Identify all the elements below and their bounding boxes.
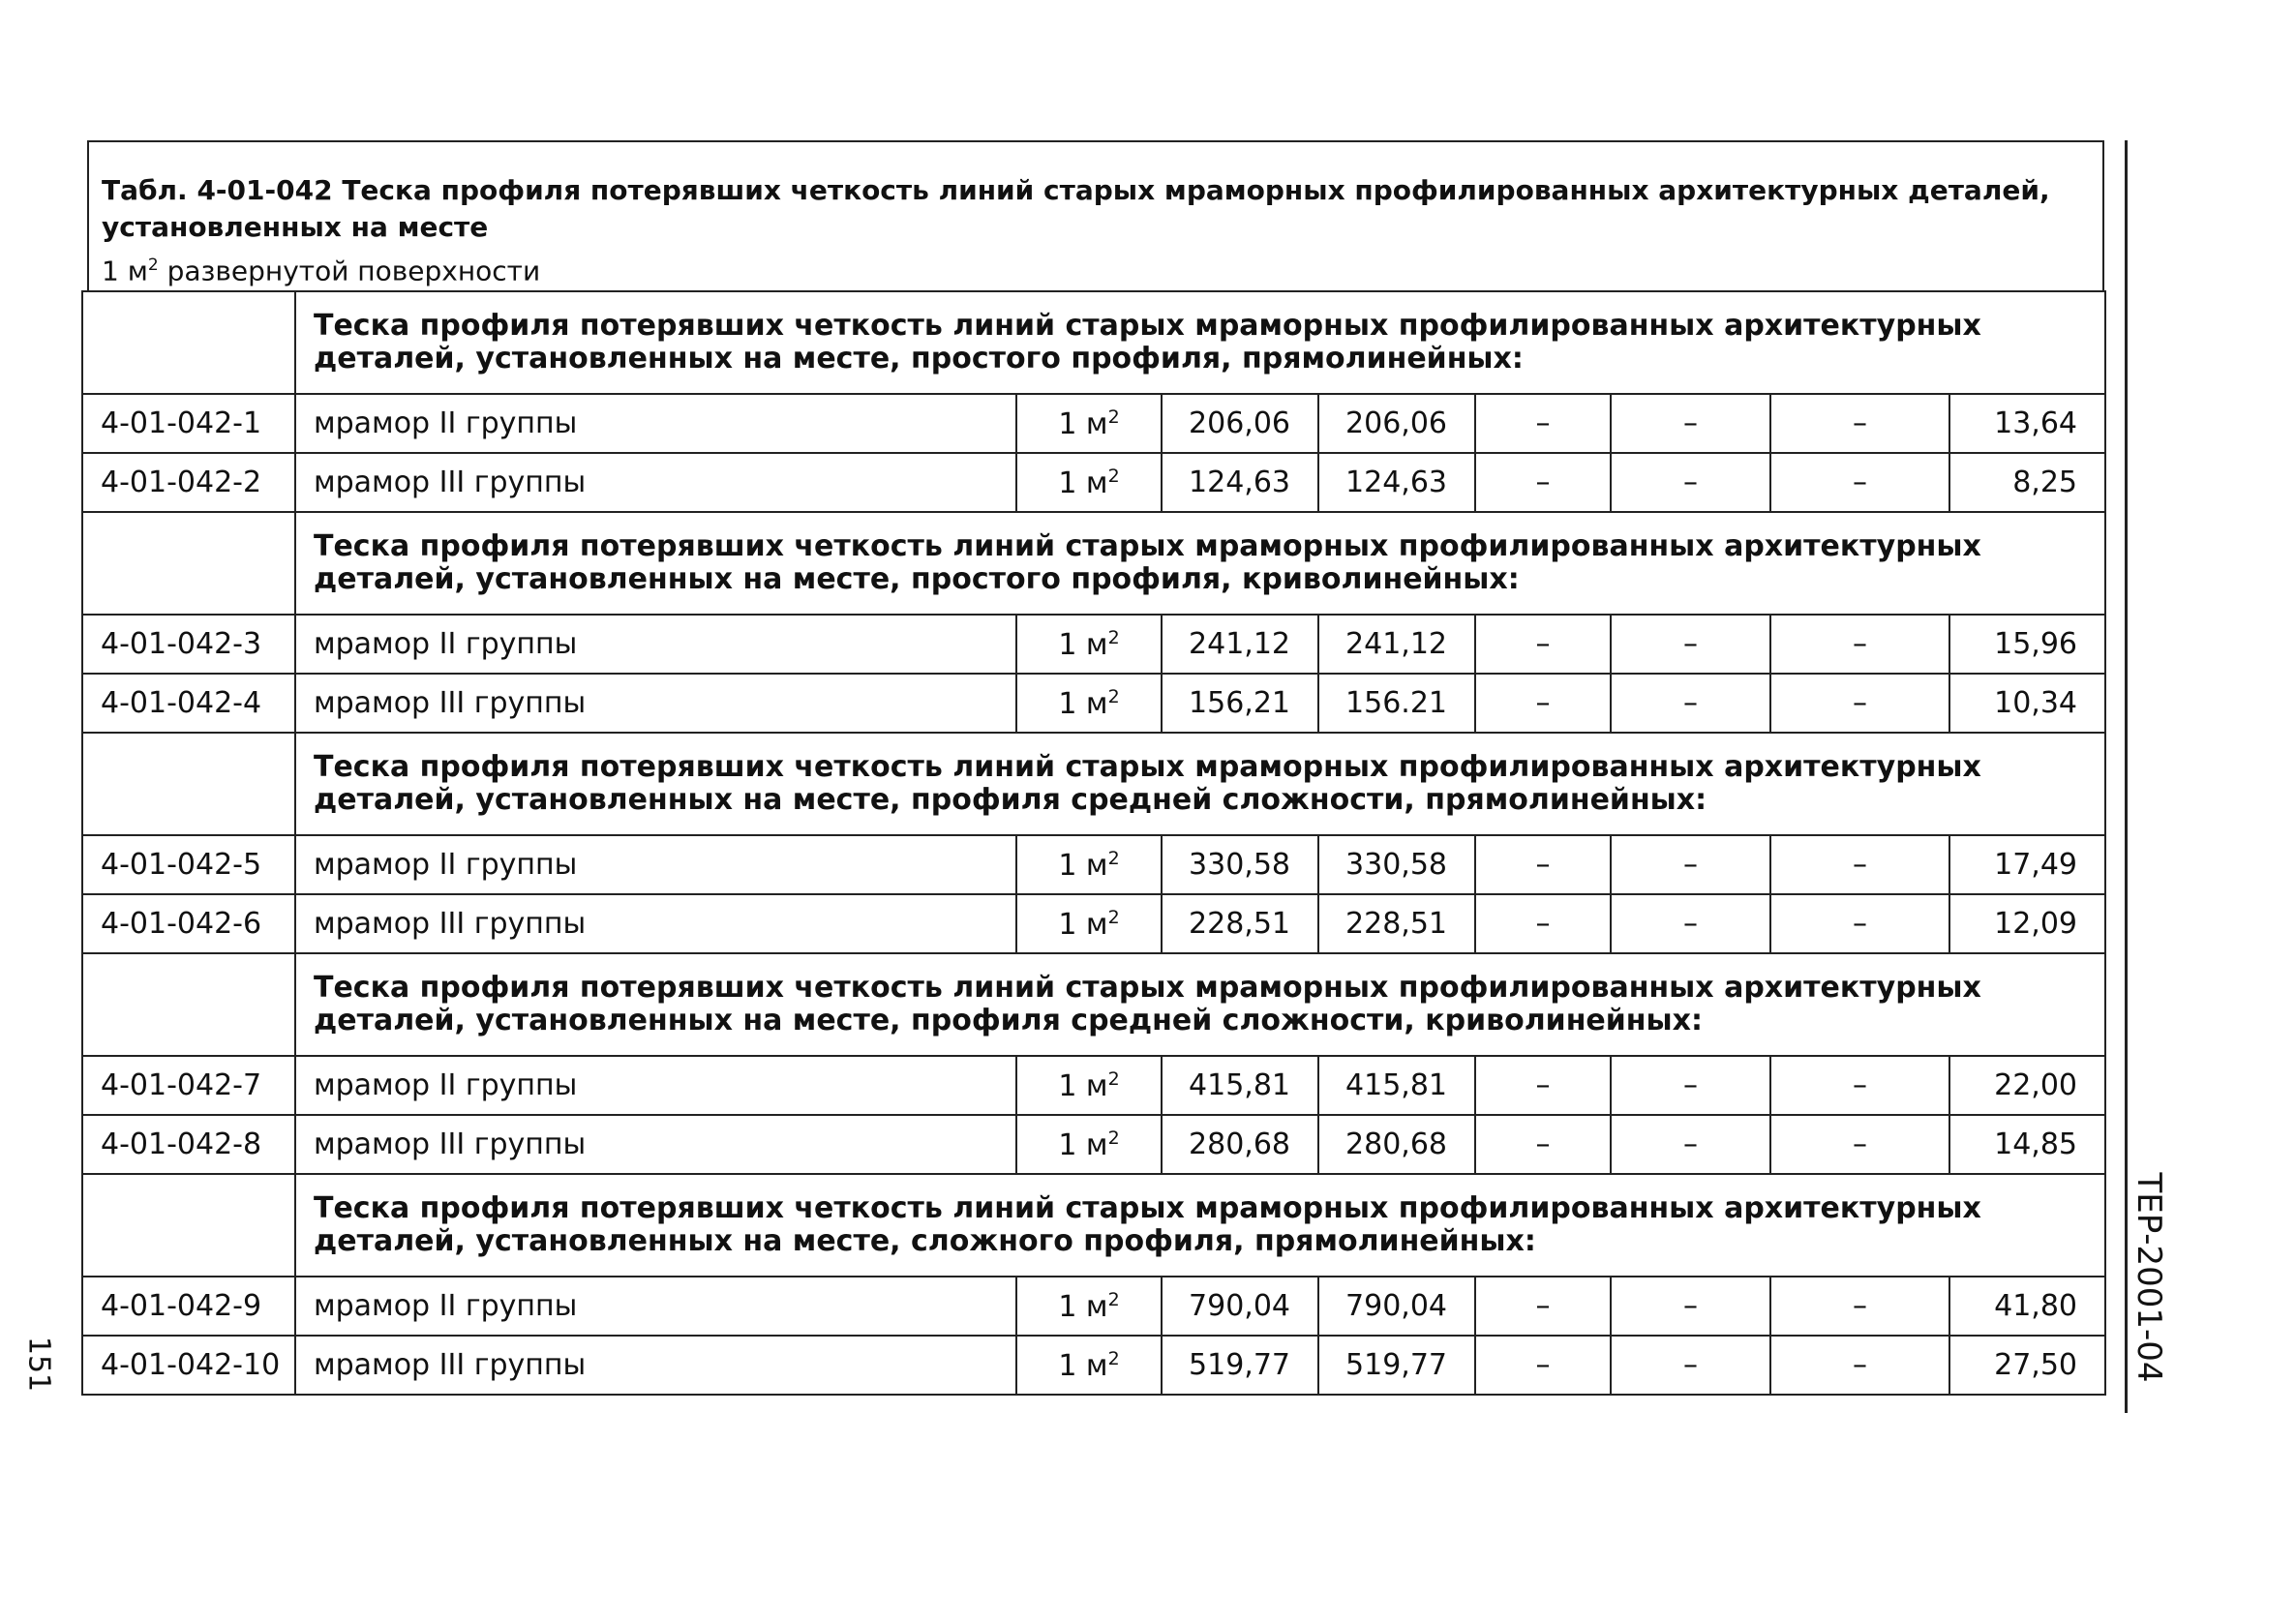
materials-cost: – — [1770, 1336, 1949, 1395]
materials-cost: – — [1770, 1056, 1949, 1115]
operator-wage: – — [1611, 453, 1770, 512]
materials-cost: – — [1770, 394, 1949, 453]
unit-cell — [1016, 1056, 1162, 1115]
wage-cost: 330,58 — [1318, 835, 1475, 894]
labor-hours: 8,25 — [1949, 453, 2105, 512]
unit-suffix: развернутой поверхности — [158, 255, 541, 287]
table-row — [82, 615, 2105, 674]
unit-base: 1 м — [1058, 1127, 1108, 1162]
unit-base: 1 м — [1058, 1068, 1108, 1103]
labor-hours: 41,80 — [1949, 1277, 2105, 1336]
labor-hours: 14,85 — [1949, 1115, 2105, 1174]
machine-cost: – — [1475, 1056, 1611, 1115]
operator-wage: – — [1611, 1115, 1770, 1174]
operator-wage: – — [1611, 1277, 1770, 1336]
wage-cost: 519,77 — [1318, 1336, 1475, 1395]
item-name: мрамор II группы — [295, 835, 1016, 894]
wage-cost: 415,81 — [1318, 1056, 1475, 1115]
operator-wage: – — [1611, 674, 1770, 733]
machine-cost: – — [1475, 615, 1611, 674]
document-code: ТЕР-2001-04 — [2130, 1172, 2168, 1383]
unit-exponent: 2 — [1107, 847, 1120, 869]
wage-cost: 790,04 — [1318, 1277, 1475, 1336]
item-code: 4-01-042-6 — [82, 894, 295, 953]
labor-hours: 12,09 — [1949, 894, 2105, 953]
unit-cell — [1016, 1115, 1162, 1174]
item-name: мрамор II группы — [295, 1056, 1016, 1115]
page-number: 151 — [21, 1336, 56, 1393]
item-name: мрамор III группы — [295, 894, 1016, 953]
group-code-cell — [82, 291, 295, 394]
direct-cost: 241,12 — [1162, 615, 1318, 674]
table-row — [82, 1277, 2105, 1336]
operator-wage: – — [1611, 615, 1770, 674]
machine-cost: – — [1475, 835, 1611, 894]
item-code: 4-01-042-10 — [82, 1336, 295, 1395]
machine-cost: – — [1475, 894, 1611, 953]
group-header-row — [82, 1174, 2105, 1277]
direct-cost: 790,04 — [1162, 1277, 1318, 1336]
direct-cost: 156,21 — [1162, 674, 1318, 733]
direct-cost: 519,77 — [1162, 1336, 1318, 1395]
unit-cell — [1016, 894, 1162, 953]
unit-exponent: 2 — [1107, 1288, 1120, 1310]
unit-base: 1 м — [1058, 466, 1108, 500]
direct-cost: 228,51 — [1162, 894, 1318, 953]
unit-superscript: 2 — [147, 255, 159, 275]
unit-exponent: 2 — [1107, 1127, 1120, 1149]
table-row — [82, 453, 2105, 512]
unit-base: 1 м — [1058, 848, 1108, 883]
group-header-row — [82, 733, 2105, 835]
unit-exponent: 2 — [1107, 406, 1120, 428]
margin-rule — [2125, 140, 2128, 1413]
group-code-cell — [82, 733, 295, 835]
item-code: 4-01-042-1 — [82, 394, 295, 453]
wage-cost: 241,12 — [1318, 615, 1475, 674]
operator-wage: – — [1611, 1336, 1770, 1395]
materials-cost: – — [1770, 1277, 1949, 1336]
group-header-row — [82, 953, 2105, 1056]
item-name: мрамор III группы — [295, 674, 1016, 733]
unit-exponent: 2 — [1107, 1347, 1120, 1369]
materials-cost: – — [1770, 615, 1949, 674]
price-table — [81, 290, 2106, 1396]
group-code-cell — [82, 953, 295, 1056]
item-code: 4-01-042-3 — [82, 615, 295, 674]
direct-cost: 124,63 — [1162, 453, 1318, 512]
unit-cell — [1016, 394, 1162, 453]
machine-cost: – — [1475, 453, 1611, 512]
wage-cost: 124,63 — [1318, 453, 1475, 512]
unit-cell — [1016, 615, 1162, 674]
materials-cost: – — [1770, 674, 1949, 733]
unit-base: 1 м — [1058, 1348, 1108, 1383]
group-header-row — [82, 512, 2105, 615]
item-code: 4-01-042-9 — [82, 1277, 295, 1336]
unit-cell — [1016, 674, 1162, 733]
operator-wage: – — [1611, 394, 1770, 453]
unit-base: 1 м — [1058, 1289, 1108, 1324]
item-code: 4-01-042-2 — [82, 453, 295, 512]
unit-exponent: 2 — [1107, 685, 1120, 707]
item-name: мрамор II группы — [295, 1277, 1016, 1336]
item-name: мрамор III группы — [295, 453, 1016, 512]
group-title: Теска профиля потерявших четкость линий старых мраморных профилированных архитектурных деталей, установленных на месте, профиля средней сложности, прямолинейных: — [295, 733, 2105, 835]
machine-cost: – — [1475, 1115, 1611, 1174]
unit-exponent: 2 — [1107, 465, 1120, 487]
table-body — [82, 291, 2105, 1395]
machine-cost: – — [1475, 1336, 1611, 1395]
group-title: Теска профиля потерявших четкость линий старых мраморных профилированных архитектурных деталей, установленных на месте, простого профиля, прямолинейных: — [295, 291, 2105, 394]
table-row — [82, 835, 2105, 894]
group-code-cell — [82, 1174, 295, 1277]
group-header-row — [82, 291, 2105, 394]
labor-hours: 10,34 — [1949, 674, 2105, 733]
item-code: 4-01-042-7 — [82, 1056, 295, 1115]
group-title: Теска профиля потерявших четкость линий старых мраморных профилированных архитектурных деталей, установленных на месте, простого профиля, криволинейных: — [295, 512, 2105, 615]
labor-hours: 27,50 — [1949, 1336, 2105, 1395]
unit-base: 1 м — [1058, 907, 1108, 942]
table-row — [82, 1336, 2105, 1395]
unit-cell — [1016, 453, 1162, 512]
machine-cost: – — [1475, 674, 1611, 733]
materials-cost: – — [1770, 894, 1949, 953]
wage-cost: 206,06 — [1318, 394, 1475, 453]
item-code: 4-01-042-8 — [82, 1115, 295, 1174]
unit-prefix: 1 м — [102, 255, 148, 287]
wage-cost: 156.21 — [1318, 674, 1475, 733]
unit-cell — [1016, 1336, 1162, 1395]
table-row — [82, 394, 2105, 453]
table-row — [82, 1056, 2105, 1115]
labor-hours: 15,96 — [1949, 615, 2105, 674]
item-name: мрамор III группы — [295, 1115, 1016, 1174]
operator-wage: – — [1611, 894, 1770, 953]
direct-cost: 415,81 — [1162, 1056, 1318, 1115]
table-row — [82, 674, 2105, 733]
materials-cost: – — [1770, 1115, 1949, 1174]
unit-exponent: 2 — [1107, 626, 1120, 648]
wage-cost: 280,68 — [1318, 1115, 1475, 1174]
labor-hours: 17,49 — [1949, 835, 2105, 894]
direct-cost: 330,58 — [1162, 835, 1318, 894]
unit-cell — [1016, 1277, 1162, 1336]
direct-cost: 206,06 — [1162, 394, 1318, 453]
labor-hours: 22,00 — [1949, 1056, 2105, 1115]
operator-wage: – — [1611, 835, 1770, 894]
group-title: Теска профиля потерявших четкость линий старых мраморных профилированных архитектурных деталей, установленных на месте, профиля средней сложности, криволинейных: — [295, 953, 2105, 1056]
unit-base: 1 м — [1058, 627, 1108, 662]
unit-exponent: 2 — [1107, 1067, 1120, 1090]
table-row — [82, 1115, 2105, 1174]
item-name: мрамор III группы — [295, 1336, 1016, 1395]
materials-cost: – — [1770, 453, 1949, 512]
item-code: 4-01-042-4 — [82, 674, 295, 733]
machine-cost: – — [1475, 1277, 1611, 1336]
table-title: Табл. 4-01-042 Теска профиля потерявших четкость линий старых мраморных профилированных архитектурных деталей, установленных на месте — [102, 174, 2050, 243]
group-title: Теска профиля потерявших четкость линий старых мраморных профилированных архитектурных деталей, установленных на месте, сложного профиля, прямолинейных: — [295, 1174, 2105, 1277]
labor-hours: 13,64 — [1949, 394, 2105, 453]
group-code-cell — [82, 512, 295, 615]
unit-cell — [1016, 835, 1162, 894]
machine-cost: – — [1475, 394, 1611, 453]
direct-cost: 280,68 — [1162, 1115, 1318, 1174]
unit-exponent: 2 — [1107, 906, 1120, 928]
table-row — [82, 894, 2105, 953]
unit-base: 1 м — [1058, 406, 1108, 441]
item-code: 4-01-042-5 — [82, 835, 295, 894]
operator-wage: – — [1611, 1056, 1770, 1115]
item-name: мрамор II группы — [295, 615, 1016, 674]
unit-base: 1 м — [1058, 686, 1108, 721]
item-name: мрамор II группы — [295, 394, 1016, 453]
materials-cost: – — [1770, 835, 1949, 894]
wage-cost: 228,51 — [1318, 894, 1475, 953]
measurement-unit — [102, 248, 540, 288]
